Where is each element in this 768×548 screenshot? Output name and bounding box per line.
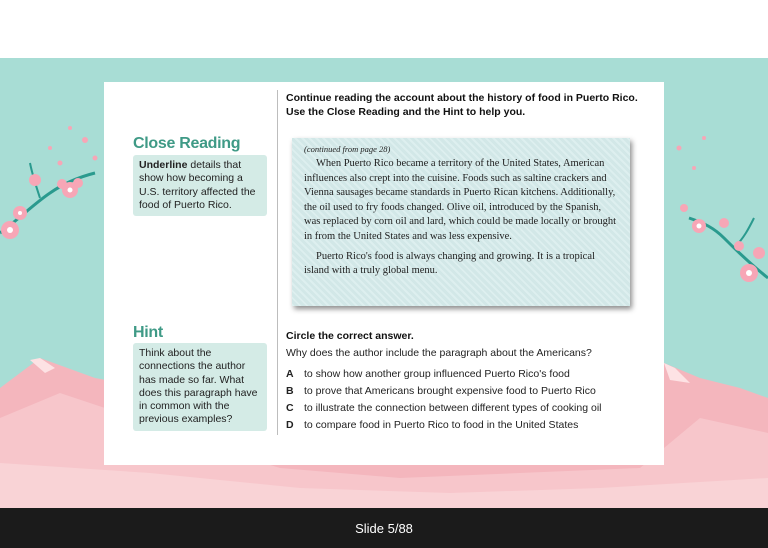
close-reading-heading: Close Reading [133, 135, 241, 152]
close-reading-text: details that show how becoming a U.S. territory affected the food of Puerto Rico. [139, 159, 256, 211]
cherry-blossom-right [664, 128, 768, 298]
option-letter: A [286, 367, 294, 380]
hint-box [133, 343, 267, 431]
answer-option-b[interactable] [286, 382, 602, 399]
slide-footer [0, 508, 768, 548]
column-divider [277, 90, 278, 435]
continued-note: (continued from page 28) [304, 144, 391, 154]
question-prompt: Why does the author include the paragraph about the Americans? [286, 347, 592, 359]
option-letter: C [286, 401, 294, 414]
close-reading-emphasis: Underline [139, 159, 188, 171]
hint-text: Think about the connections the author has made so far. What does this paragraph have in common with the previous examples? [139, 347, 258, 426]
passage-paragraph: Puerto Rico's food is always changing and growing. It is a tropical island with a truly global menu. [304, 250, 595, 277]
answer-option-d[interactable] [286, 416, 602, 433]
close-reading-box [133, 155, 267, 216]
cherry-blossom-left [0, 118, 104, 268]
reading-passage [292, 138, 630, 306]
passage-paragraph: When Puerto Rico became a territory of the United States, American influences also crept into the cuisine. Foods such as saltine crackers and Vienna sausages became standards in Puerto Rican kitchens. Additionally, the oil used to fry foods changed. Olive oil, introduced by the Spanish, was replaced by corn oil and lard, which could be made locally or brought in from the United States and was less expensive. [304, 158, 616, 242]
instructions: Continue reading the account about the history of food in Puerto Rico. Use the Close Reading and the Hint to help you. [286, 92, 638, 118]
slide-counter: Slide 5/88 [355, 520, 413, 536]
answer-option-c[interactable] [286, 399, 602, 416]
option-text: to show how another group influenced Puerto Rico's food [304, 367, 570, 380]
option-letter: B [286, 384, 294, 397]
option-text: to compare food in Puerto Rico to food in the United States [304, 418, 579, 431]
option-text: to illustrate the connection between different types of cooking oil [304, 401, 602, 414]
option-text: to prove that Americans brought expensive food to Puerto Rico [304, 384, 596, 397]
hint-heading: Hint [133, 324, 163, 341]
option-letter: D [286, 418, 294, 431]
answer-options [286, 365, 602, 433]
question-instruction: Circle the correct answer. [286, 330, 414, 342]
answer-option-a[interactable] [286, 365, 602, 382]
